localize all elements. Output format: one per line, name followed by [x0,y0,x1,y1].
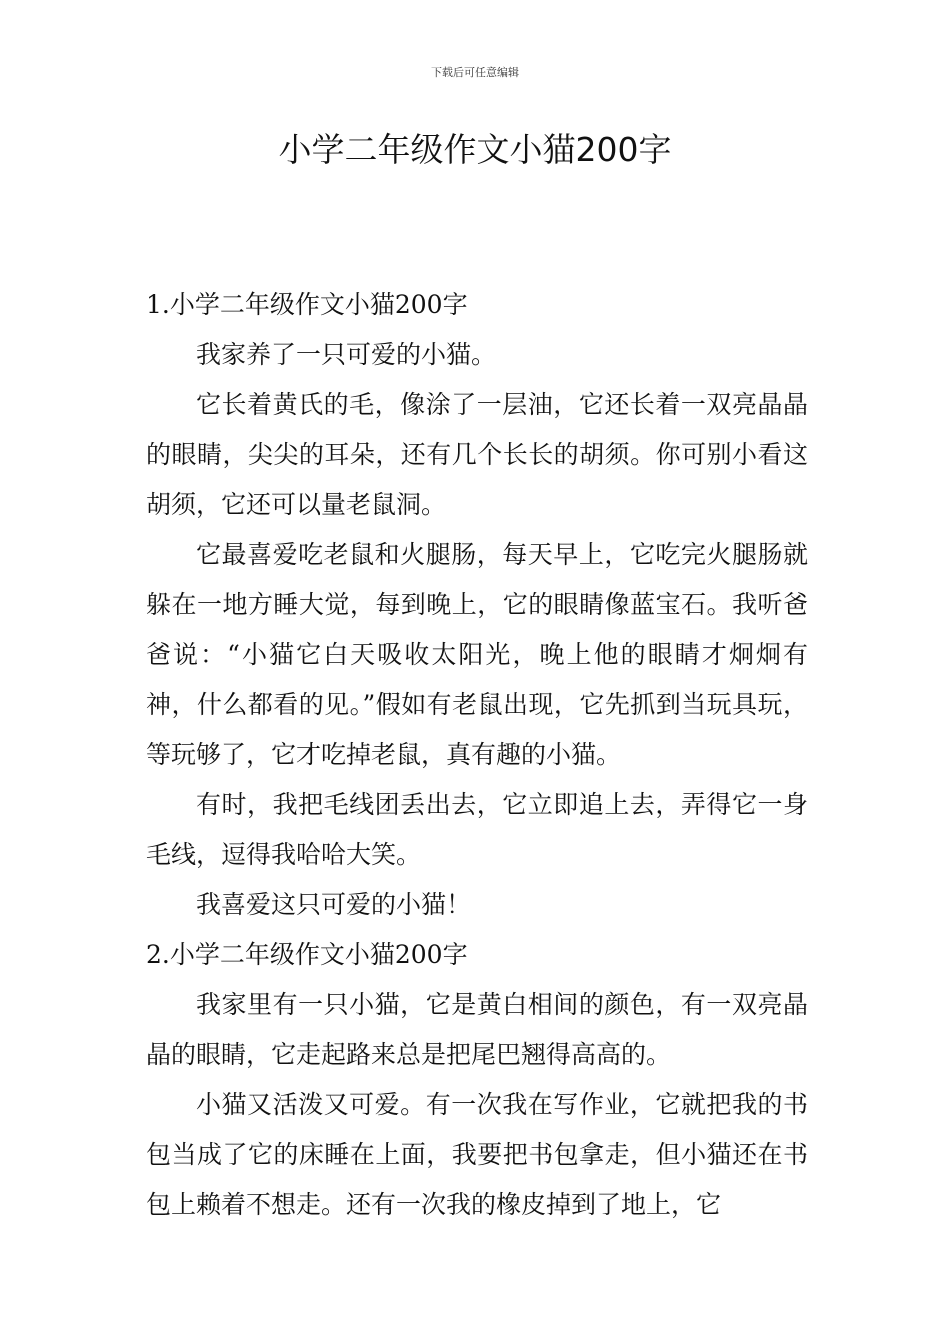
header-note: 下载后可任意编辑 [431,66,519,79]
section-heading: 1.小学二年级作文小猫200字 [146,290,468,319]
paragraph: 小猫又活泼又可爱。有一次我在写作业，它就把我的书包当成了它的床睡在上面，我要把书包拿走，但小猫还在书包上赖着不想走。还有一次我的橡皮掉到了地上，它 [146,1090,808,1219]
section-heading: 2.小学二年级作文小猫200字 [146,940,468,969]
document-title: 小学二年级作文小猫200字 [278,130,672,169]
paragraph: 我家养了一只可爱的小猫。 [196,340,497,369]
paragraph: 它最喜爱吃老鼠和火腿肠，每天早上，它吃完火腿肠就躲在一地方睡大觉，每到晚上，它的眼睛像蓝宝石。我听爸爸说：“小猫它白天吸收太阳光，晚上他的眼睛才炯炯有神，什么都看的见。”假如有老鼠出现，它先抓到当玩具玩，等玩够了，它才吃掉老鼠，真有趣的小猫。 [146,540,808,769]
paragraph: 它长着黄氏的毛，像涂了一层油，它还长着一双亮晶晶的眼睛，尖尖的耳朵，还有几个长长的胡须。你可别小看这胡须，它还可以量老鼠洞。 [146,390,808,519]
paragraph: 我喜爱这只可爱的小猫！ [196,890,472,919]
paragraph: 有时，我把毛线团丢出去，它立即追上去，弄得它一身毛线，逗得我哈哈大笑。 [146,790,808,869]
paragraph: 我家里有一只小猫，它是黄白相间的颜色，有一双亮晶晶的眼睛，它走起路来总是把尾巴翘得高高的。 [146,990,808,1069]
document-body [146,280,808,1230]
